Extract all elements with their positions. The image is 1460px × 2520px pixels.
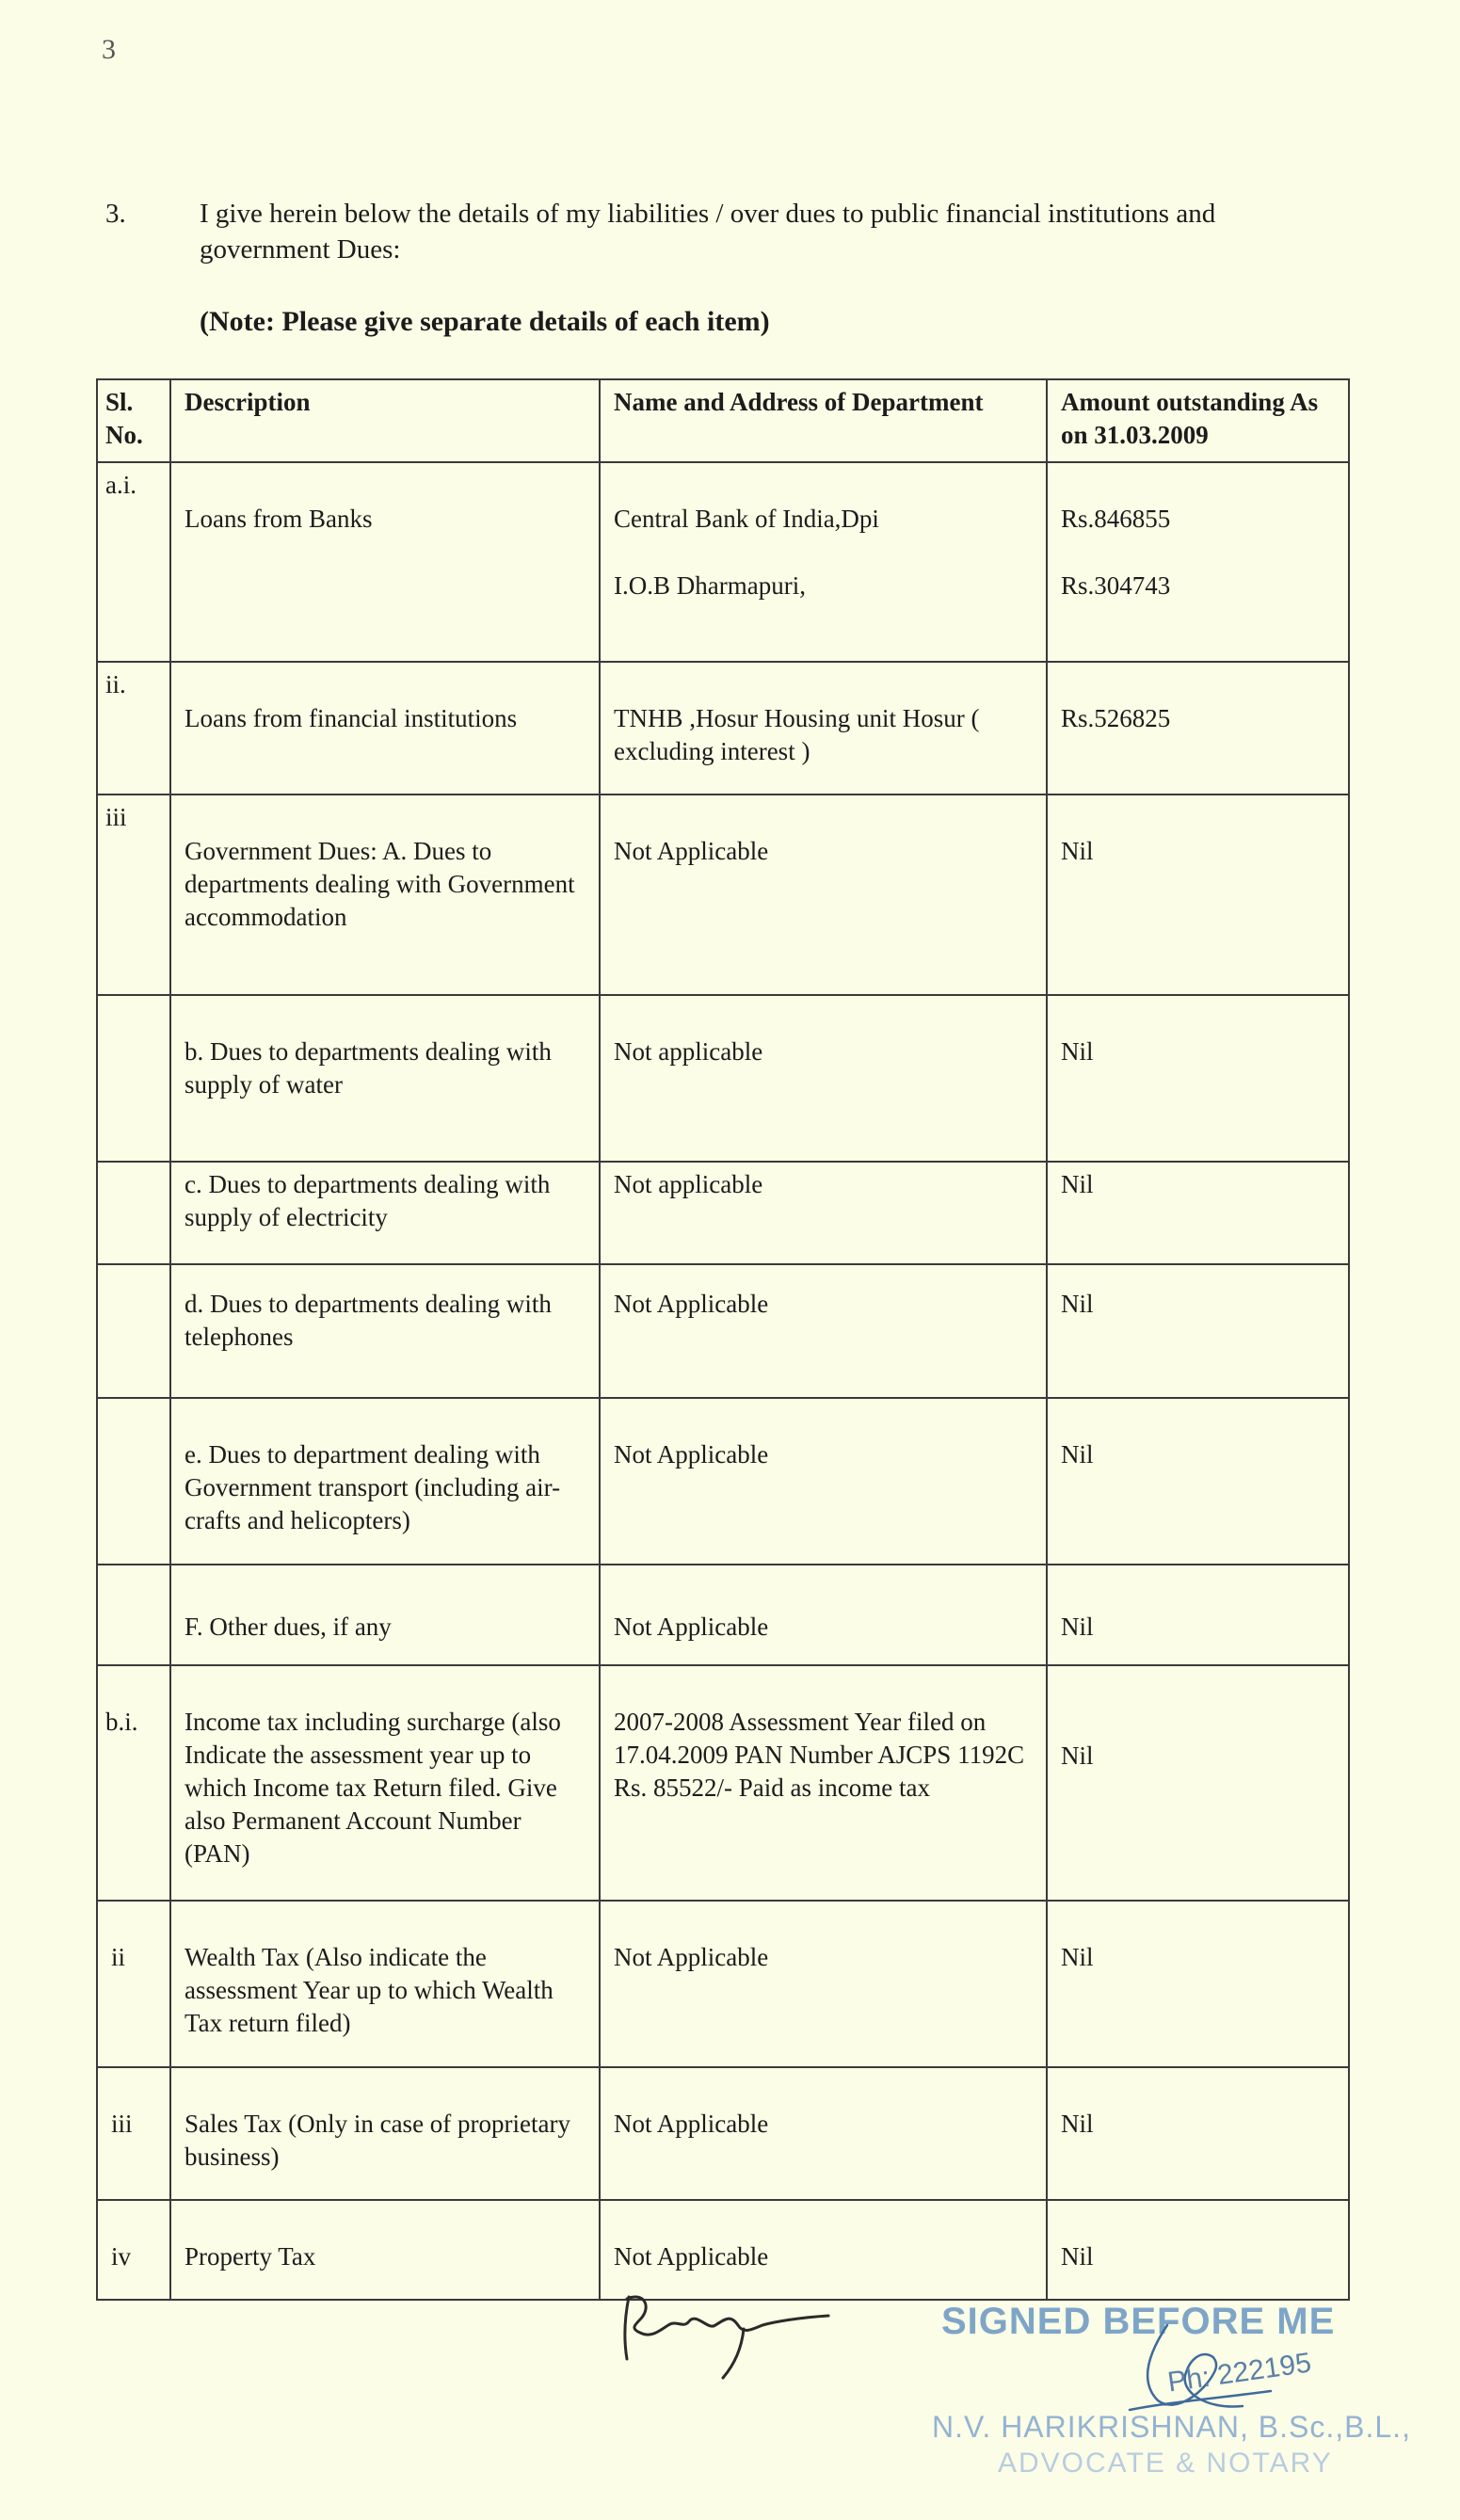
row-department: [600, 662, 1047, 795]
row-amount: [1047, 662, 1349, 795]
row-department: [600, 2067, 1047, 2200]
row-sl: ii.: [97, 662, 170, 795]
amount-text: Nil: [1061, 2110, 1094, 2138]
row-amount: [1047, 2067, 1349, 2200]
row-amount: [1047, 795, 1349, 995]
description-text: Wealth Tax (Also indicate the assessment Year up to which Wealth Tax return filed): [185, 1943, 554, 2037]
amount-text: Nil: [1061, 2242, 1094, 2271]
row-sl: a.i.: [97, 462, 170, 662]
table-row: [97, 462, 1349, 662]
description-text: c. Dues to departments dealing with supply of electricity: [185, 1170, 551, 1231]
department-text: Not applicable: [614, 1037, 763, 1066]
table-row: [97, 1162, 1349, 1264]
description-text: Sales Tax (Only in case of proprietary business): [185, 2110, 570, 2171]
amount-text: Nil: [1061, 837, 1094, 865]
amount-text: Nil: [1061, 1613, 1094, 1641]
department-text: Not Applicable: [614, 1290, 769, 1318]
intro-number: 3.: [105, 199, 126, 229]
description-text: d. Dues to departments dealing with telephones: [185, 1290, 552, 1351]
table-row: [97, 662, 1349, 795]
liabilities-table: [96, 378, 1350, 2301]
row-amount: [1047, 995, 1349, 1162]
department-text: Not Applicable: [614, 2110, 769, 2138]
row-department: [600, 1162, 1047, 1264]
description-text: e. Dues to department dealing with Government transport (including air-crafts and helicopters): [185, 1440, 561, 1534]
table-row: [97, 1901, 1349, 2067]
signature: [602, 2287, 885, 2391]
row-department: [600, 462, 1047, 662]
row-description: [170, 1665, 600, 1901]
description-text: Loans from Banks: [185, 505, 373, 533]
row-description: [170, 1398, 600, 1565]
row-description: [170, 1162, 600, 1264]
description-text: b. Dues to departments dealing with supply of water: [185, 1037, 552, 1099]
table-row: [97, 2067, 1349, 2200]
amount-text: Rs.846855: [1061, 505, 1171, 533]
header-sl: Sl. No.: [97, 379, 170, 462]
description-text: Loans from financial institutions: [185, 704, 518, 732]
table-row: [97, 995, 1349, 1162]
header-description: Description: [170, 379, 600, 462]
row-description: [170, 662, 600, 795]
row-description: [170, 1901, 600, 2067]
row-amount: [1047, 1264, 1349, 1398]
row-amount: [1047, 1398, 1349, 1565]
amount-text: Rs.526825: [1061, 704, 1171, 732]
row-sl: [97, 995, 170, 1162]
row-amount: [1047, 1565, 1349, 1665]
stamp-title: ADVOCATE & NOTARY: [998, 2448, 1333, 2479]
sl-text: b.i.: [105, 1708, 138, 1736]
page-number: 3: [102, 34, 116, 65]
table-row: [97, 1665, 1349, 1901]
sl-text: iv: [111, 2242, 132, 2271]
amount-text: Nil: [1061, 1037, 1094, 1066]
intro-text: I give herein below the details of my liabilities / over dues to public financial institutions and government Dues:: [200, 199, 1216, 265]
note: (Note: Please give separate details of each item): [200, 306, 770, 337]
table-row: [97, 795, 1349, 995]
row-sl: [97, 1162, 170, 1264]
department-text: Not Applicable: [614, 1613, 769, 1641]
amount-text: Nil: [1061, 1440, 1094, 1469]
stamp-phone: Ph: 222195: [1165, 2347, 1313, 2399]
amount-text-2: Rs.304743: [1061, 571, 1171, 600]
department-text: Central Bank of India,Dpi: [614, 505, 879, 533]
notary-stamp: [932, 2297, 1421, 2513]
row-sl: [97, 1398, 170, 1565]
stamp-heading: SIGNED BEFORE ME: [941, 2301, 1336, 2342]
sl-text: ii: [111, 1943, 126, 1971]
department-text: TNHB ,Hosur Housing unit Hosur ( excluding interest ): [614, 704, 980, 765]
table-row: [97, 1264, 1349, 1398]
table-header-row: [97, 379, 1349, 462]
row-description: [170, 2200, 600, 2300]
row-sl: iii: [97, 795, 170, 995]
department-text: Not Applicable: [614, 2242, 769, 2271]
department-text: Not Applicable: [614, 1943, 769, 1971]
amount-text: Nil: [1061, 1742, 1094, 1770]
department-text: Not applicable: [614, 1170, 763, 1198]
department-text: 2007-2008 Assessment Year filed on 17.04.2009 PAN Number AJCPS 1192C Rs. 85522/- Paid as income tax: [614, 1708, 1025, 1802]
table-row: [97, 1565, 1349, 1665]
header-department: Name and Address of Department: [600, 379, 1047, 462]
amount-text: Nil: [1061, 1170, 1094, 1198]
row-department: [600, 1901, 1047, 2067]
sl-text: iii: [111, 2110, 133, 2138]
row-amount: [1047, 2200, 1349, 2300]
row-description: [170, 995, 600, 1162]
row-amount: [1047, 462, 1349, 662]
row-sl: [97, 1901, 170, 2067]
row-description: [170, 1565, 600, 1665]
row-department: [600, 795, 1047, 995]
row-department: [600, 1398, 1047, 1565]
row-description: [170, 1264, 600, 1398]
department-text-2: I.O.B Dharmapuri,: [614, 571, 806, 600]
row-department: [600, 1264, 1047, 1398]
row-description: [170, 2067, 600, 2200]
row-department: [600, 995, 1047, 1162]
row-sl: [97, 1565, 170, 1665]
table-row: [97, 2200, 1349, 2300]
row-department: [600, 1665, 1047, 1901]
description-text: Property Tax: [185, 2242, 316, 2271]
description-text: F. Other dues, if any: [185, 1613, 392, 1641]
row-amount: [1047, 1162, 1349, 1264]
stamp-name: N.V. HARIKRISHNAN, B.Sc.,B.L.,: [932, 2410, 1411, 2444]
description-text: Government Dues: A. Dues to departments dealing with Government accommodation: [185, 837, 575, 931]
description-text: Income tax including surcharge (also Indicate the assessment year up to which Income tax Return filed. Give also Permanent Account Number (PAN): [185, 1708, 561, 1868]
row-department: [600, 1565, 1047, 1665]
row-description: [170, 462, 600, 662]
amount-text: Nil: [1061, 1943, 1094, 1971]
row-sl: [97, 1665, 170, 1901]
row-amount: [1047, 1665, 1349, 1901]
row-sl: [97, 1264, 170, 1398]
row-sl: [97, 2200, 170, 2300]
department-text: Not Applicable: [614, 837, 769, 865]
department-text: Not Applicable: [614, 1440, 769, 1469]
row-description: [170, 795, 600, 995]
amount-text: Nil: [1061, 1290, 1094, 1318]
row-amount: [1047, 1901, 1349, 2067]
row-department: [600, 2200, 1047, 2300]
table-row: [97, 1398, 1349, 1565]
header-amount: Amount outstanding As on 31.03.2009: [1047, 379, 1349, 462]
row-sl: [97, 2067, 170, 2200]
